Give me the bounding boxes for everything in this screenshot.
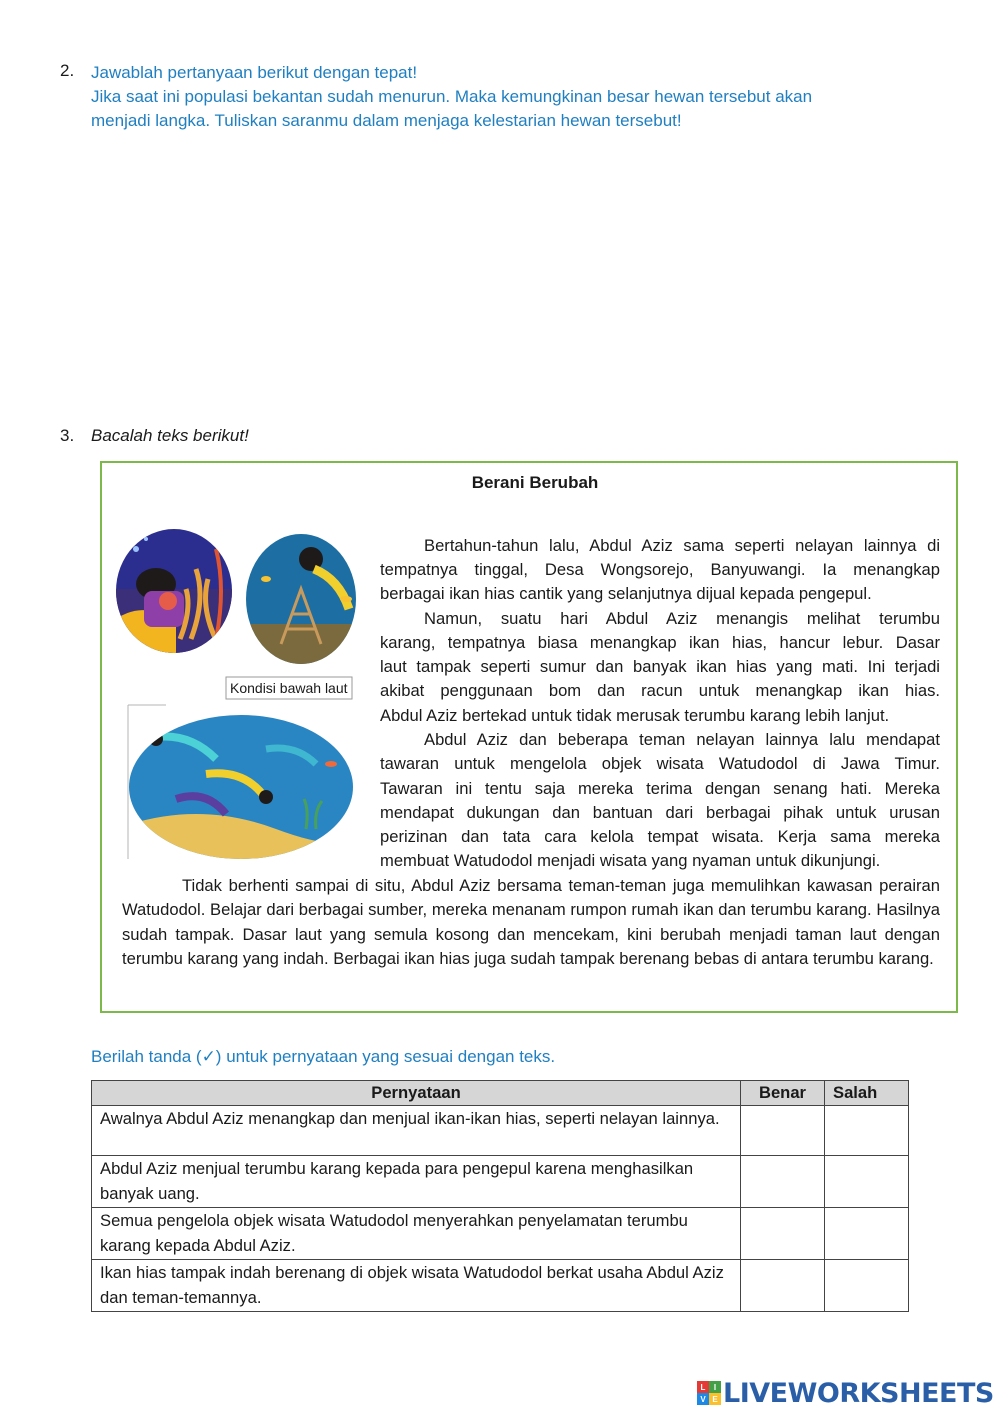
task-instruction: Berilah tanda (✓) untuk pernyataan yang sesuai dengan teks. xyxy=(91,1047,556,1066)
statement-cell: Awalnya Abdul Aziz menangkap dan menjual ikan-ikan hias, seperti nelayan lainnya. xyxy=(92,1106,741,1156)
paragraph-3-line: perizinan dan tata cara kelola tempat wisata. Kerja sama mereka xyxy=(380,827,940,846)
table-row xyxy=(92,1208,909,1260)
liveworksheets-logo-icon xyxy=(697,1381,721,1405)
paragraph-2-line: laut tampak seperti sumur dan banyak ikan hias yang mati. Ini terjadi xyxy=(380,657,940,676)
underwater-illustration xyxy=(116,529,362,859)
logo-letter: L xyxy=(697,1381,709,1393)
statement-table xyxy=(91,1080,909,1312)
diver-oval-left xyxy=(116,529,236,659)
question-2-line: Jawablah pertanyaan berikut dengan tepat! xyxy=(91,63,418,82)
false-checkbox-cell[interactable] xyxy=(825,1208,909,1260)
paragraph-1-line: berbagai ikan hias cantik yang selanjutnya dijual kepada pengepul. xyxy=(380,584,872,603)
table-header-row xyxy=(92,1081,909,1106)
story-title: Berani Berubah xyxy=(471,473,599,492)
question-2-number: 2. xyxy=(60,61,75,80)
paragraph-3-line: tawaran untuk mengelola objek wisata Watudodol di Jawa Timur. xyxy=(380,754,940,773)
paragraph-1-line: Bertahun-tahun lalu, Abdul Aziz sama seperti nelayan lainnya di xyxy=(424,536,940,555)
liveworksheets-logo[interactable] xyxy=(697,1378,994,1408)
divers-oval-bottom xyxy=(116,709,362,859)
logo-letter: E xyxy=(709,1393,721,1405)
statement-cell: Semua pengelola objek wisata Watudodol menyerahkan penyelamatan terumbu karang kepada Abdul Aziz. xyxy=(92,1208,741,1260)
header-true: Benar xyxy=(741,1081,825,1106)
paragraph-3-line: mendapat dukungan dan bantuan dari berbagai pihak untuk urusan xyxy=(380,803,940,822)
true-checkbox-cell[interactable] xyxy=(741,1156,825,1208)
diver-oval-right xyxy=(236,529,362,669)
question-2-line: menjadi langka. Tuliskan saranmu dalam menjaga kelestarian hewan tersebut! xyxy=(91,111,682,130)
table-row xyxy=(92,1260,909,1312)
true-checkbox-cell[interactable] xyxy=(741,1106,825,1156)
header-false: Salah xyxy=(825,1081,909,1106)
logo-letter: V xyxy=(697,1393,709,1405)
table-row xyxy=(92,1106,909,1156)
false-checkbox-cell[interactable] xyxy=(825,1106,909,1156)
true-checkbox-cell[interactable] xyxy=(741,1208,825,1260)
statement-cell: Abdul Aziz menjual terumbu karang kepada para pengepul karena menghasilkan banyak uang. xyxy=(92,1156,741,1208)
paragraph-3-line: Abdul Aziz dan beberapa teman nelayan lainnya lalu mendapat xyxy=(424,730,940,749)
question-3-instruction: Bacalah teks berikut! xyxy=(91,426,249,445)
false-checkbox-cell[interactable] xyxy=(825,1156,909,1208)
liveworksheets-logo-text: LIVEWORKSHEETS xyxy=(723,1377,994,1409)
paragraph-2-line: Abdul Aziz bertekad untuk tidak merusak terumbu karang lebih lanjut. xyxy=(380,706,890,725)
paragraph-3-line: membuat Watudodol menjadi wisata yang nyaman untuk dikunjungi. xyxy=(380,851,881,870)
answer-area[interactable] xyxy=(91,140,911,400)
question-3-number: 3. xyxy=(60,426,75,445)
false-checkbox-cell[interactable] xyxy=(825,1260,909,1312)
paragraph-2-line: Namun, suatu hari Abdul Aziz menangis melihat terumbu xyxy=(424,609,940,628)
logo-letter: I xyxy=(709,1381,721,1393)
paragraph-3-line: Tawaran ini tentu saja mereka terima dengan senang hati. Mereka xyxy=(380,779,940,798)
image-caption: Kondisi bawah laut xyxy=(230,680,348,696)
paragraph-2-line: akibat penggunaan bom dan racun untuk menangkap ikan hias. xyxy=(380,681,940,700)
statement-cell: Ikan hias tampak indah berenang di objek wisata Watudodol berkat usaha Abdul Aziz dan teman-temannya. xyxy=(92,1260,741,1312)
paragraph-4: Tidak berhenti sampai di situ, Abdul Aziz bersama teman-teman juga memulihkan kawasan perairan Watudodol. Belajar dari berbagai sumber, mereka menanam rumpon rumah ikan dan terumbu karang. Hasilnya sudah tampak. Dasar laut yang semula kosong dan mencekam, kini berubah menjadi taman laut dengan terumbu karang yang indah. Berbagai ikan hias juga sudah tampak berenang bebas di antara terumbu karang. xyxy=(122,876,940,968)
true-checkbox-cell[interactable] xyxy=(741,1260,825,1312)
header-statement: Pernyataan xyxy=(92,1081,741,1106)
table-row xyxy=(92,1156,909,1208)
question-2-text xyxy=(91,61,911,133)
paragraph-2-line: karang, tempatnya biasa menangkap ikan hias, hancur lebur. Dasar xyxy=(380,633,940,652)
paragraph-1-line: tempatnya tinggal, Desa Wongsorejo, Banyuwangi. Ia menangkap xyxy=(380,560,940,579)
question-2-line: Jika saat ini populasi bekantan sudah menurun. Maka kemungkinan besar hewan tersebut akan xyxy=(91,87,813,106)
story-box xyxy=(100,461,958,1013)
